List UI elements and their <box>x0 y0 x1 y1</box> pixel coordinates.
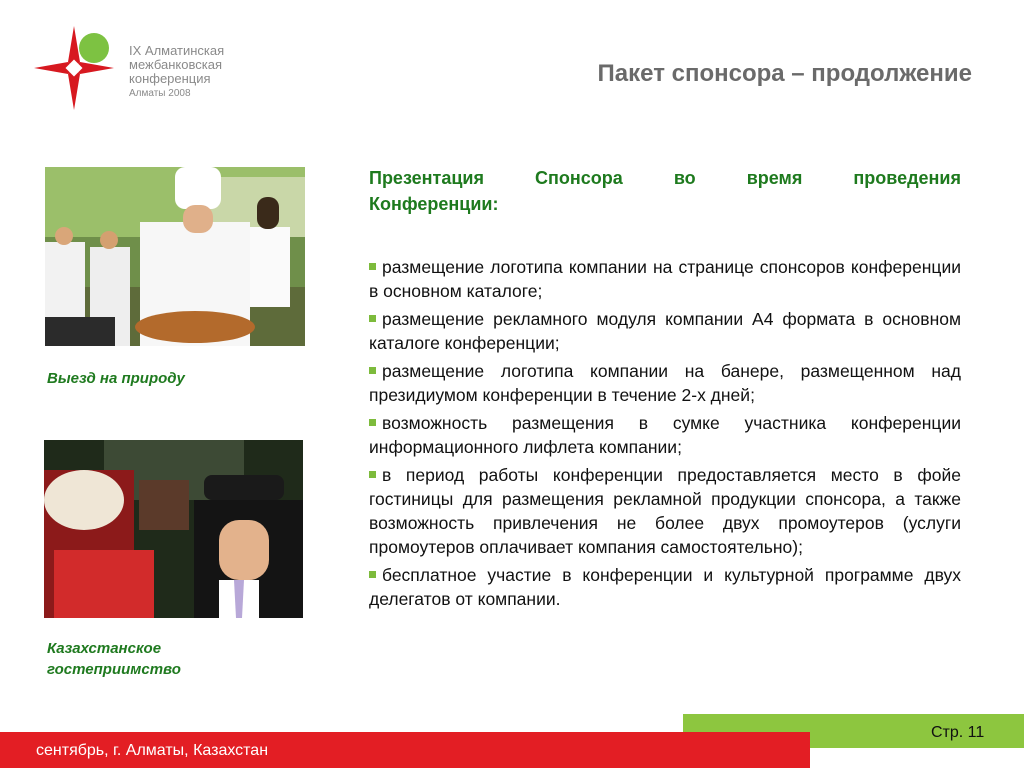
logo-line-2: межбанковская <box>129 57 222 72</box>
bullet-icon <box>369 367 376 374</box>
logo-line-4: Алматы 2008 <box>129 88 191 99</box>
photo-caption-hospitality <box>47 638 181 680</box>
list-item: размещение рекламного модуля компании А4 формата в основном каталоге конференции; <box>369 309 961 353</box>
bullet-icon <box>369 419 376 426</box>
logo-line-3: конференция <box>129 71 211 86</box>
logo-line-1: IX Алматинская <box>129 43 225 58</box>
conference-logo <box>34 26 114 110</box>
photo-outdoor-trip <box>45 167 305 346</box>
bullet-icon <box>369 571 376 578</box>
heading-line-1: Презентация Спонсора во время проведения <box>369 168 961 188</box>
footer-location: сентябрь, г. Алматы, Казахстан <box>36 742 269 759</box>
logo-text <box>129 44 224 102</box>
page-title: Пакет спонсора – продолжение <box>597 60 972 87</box>
list-item: возможность размещения в сумке участника конференции информационного лифлета компании; <box>369 413 961 457</box>
bullet-icon <box>369 315 376 322</box>
list-item: в период работы конференции предоставляется место в фойе гостиницы для размещения рекламной продукции спонсора, а также возможность привлечения не более двух промоутеров (услуги промоутеров оплачивает компания самостоятельно); <box>369 465 961 557</box>
list-item: размещение логотипа компании на странице спонсоров конференции в основном каталоге; <box>369 257 961 301</box>
heading-line-2: Конференции: <box>369 194 499 214</box>
bullet-icon <box>369 471 376 478</box>
bullet-icon <box>369 263 376 270</box>
photo-caption-outdoor: Выезд на природу <box>47 370 185 387</box>
list-item: бесплатное участие в конференции и культурной программе двух делегатов от компании. <box>369 565 961 609</box>
caption-line-1: Казахстанское <box>47 640 162 657</box>
photo-hospitality <box>44 440 303 618</box>
list-item: размещение логотипа компании на банере, размещенном над президиумом конференции в течение 2-х дней; <box>369 361 961 405</box>
section-heading <box>369 165 961 217</box>
caption-line-2: гостеприимство <box>47 661 181 678</box>
logo-star-icon <box>34 26 114 110</box>
sponsor-package-content <box>369 165 961 615</box>
benefits-list <box>369 255 961 611</box>
page-number: Стр. 11 <box>931 724 985 741</box>
